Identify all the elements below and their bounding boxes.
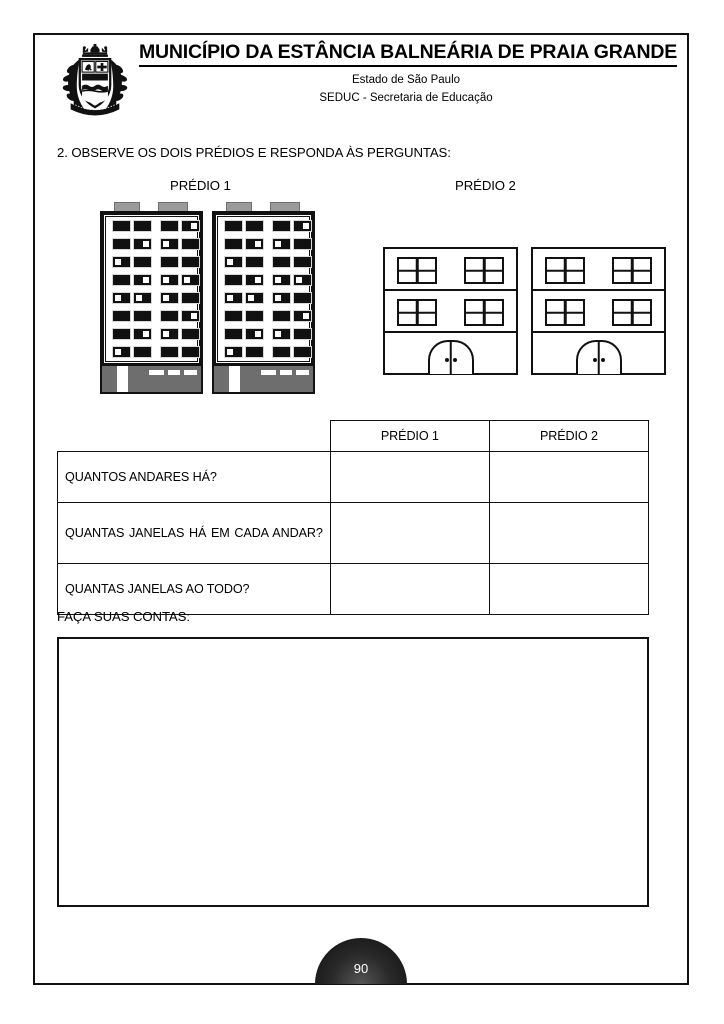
tower-floor xyxy=(111,293,192,304)
window-icon xyxy=(225,311,242,321)
window-icon xyxy=(161,275,178,285)
house-storey xyxy=(385,249,516,291)
arched-door-icon xyxy=(576,340,622,374)
tower-facade xyxy=(212,211,315,367)
window-icon xyxy=(294,347,311,357)
window-icon xyxy=(294,257,311,267)
window-icon xyxy=(225,257,242,267)
table-row xyxy=(58,503,649,564)
window-icon xyxy=(161,221,178,231)
window-icon xyxy=(246,347,263,357)
tower-inner-frame xyxy=(217,216,310,362)
window-icon xyxy=(273,347,290,357)
tower-floor xyxy=(223,257,304,268)
table-row xyxy=(58,452,649,503)
tower-base xyxy=(212,364,315,394)
window-icon xyxy=(225,239,242,249)
header-text-block xyxy=(139,41,678,108)
building2-illustration xyxy=(383,247,673,375)
house-storey xyxy=(533,249,664,291)
base-vent-icon xyxy=(184,370,197,375)
window-icon xyxy=(246,221,263,231)
tower-floor xyxy=(111,311,192,322)
house-ground-floor xyxy=(385,333,516,374)
window-icon xyxy=(225,221,242,231)
window-icon xyxy=(161,257,178,267)
tower-floor xyxy=(111,329,192,340)
tower-facade xyxy=(100,211,203,367)
window-icon xyxy=(161,329,178,339)
window-icon xyxy=(273,311,290,321)
window-icon xyxy=(134,347,151,357)
praia-grande-coat-of-arms-icon xyxy=(57,44,133,120)
building1-label: PRÉDIO 1 xyxy=(170,178,231,193)
municipality-title: MUNICÍPIO DA ESTÂNCIA BALNEÁRIA DE PRAIA GRANDE xyxy=(139,41,677,67)
window-icon xyxy=(294,293,311,303)
window-icon xyxy=(294,239,311,249)
department-line: SEDUC - Secretaria de Educação xyxy=(319,92,493,105)
window-icon xyxy=(294,221,311,231)
apartment-tower xyxy=(212,202,315,394)
window-icon xyxy=(273,221,290,231)
building1-illustration xyxy=(100,202,315,394)
answer-cell-predio1[interactable] xyxy=(330,503,489,564)
window-icon xyxy=(246,275,263,285)
house-storey xyxy=(533,291,664,333)
window-icon xyxy=(182,239,199,249)
answer-cell-predio2[interactable] xyxy=(489,452,648,503)
column-header-predio1: PRÉDIO 1 xyxy=(330,421,489,452)
window-icon xyxy=(246,239,263,249)
base-vent-icon xyxy=(149,370,164,375)
tower-floor xyxy=(223,329,304,340)
window-icon xyxy=(134,257,151,267)
window-icon xyxy=(273,239,290,249)
base-vent-icon xyxy=(168,370,180,375)
window-icon xyxy=(113,311,130,321)
window-icon xyxy=(225,347,242,357)
page-header xyxy=(35,35,687,123)
window-icon xyxy=(545,257,585,284)
apartment-tower xyxy=(100,202,203,394)
window-icon xyxy=(113,257,130,267)
window-icon xyxy=(182,347,199,357)
house xyxy=(531,247,666,375)
window-icon xyxy=(612,257,652,284)
window-icon xyxy=(464,257,504,284)
tower-floor xyxy=(223,275,304,286)
answers-table xyxy=(57,420,649,615)
base-vent-icon xyxy=(280,370,292,375)
tower-floor xyxy=(111,239,192,250)
window-icon xyxy=(225,275,242,285)
window-icon xyxy=(273,329,290,339)
tower-base xyxy=(100,364,203,394)
window-icon xyxy=(294,329,311,339)
window-icon xyxy=(225,329,242,339)
tower-floor xyxy=(223,221,304,232)
page-number-badge xyxy=(315,938,407,984)
window-icon xyxy=(113,329,130,339)
window-icon xyxy=(397,299,437,326)
table-row xyxy=(58,564,649,615)
answer-cell-predio2[interactable] xyxy=(489,503,648,564)
window-icon xyxy=(273,293,290,303)
window-icon xyxy=(182,257,199,267)
window-icon xyxy=(273,275,290,285)
window-icon xyxy=(113,347,130,357)
window-icon xyxy=(161,239,178,249)
window-icon xyxy=(246,293,263,303)
window-icon xyxy=(294,275,311,285)
tower-floor xyxy=(111,257,192,268)
tower-floor xyxy=(111,275,192,286)
window-icon xyxy=(134,311,151,321)
window-icon xyxy=(134,275,151,285)
window-icon xyxy=(246,329,263,339)
arched-door-icon xyxy=(428,340,474,374)
window-icon xyxy=(182,275,199,285)
question-cell: QUANTAS JANELAS AO TODO? xyxy=(58,564,331,615)
entrance-door-icon xyxy=(117,366,128,392)
answer-cell-predio1[interactable] xyxy=(330,452,489,503)
window-icon xyxy=(134,329,151,339)
window-icon xyxy=(246,311,263,321)
answer-cell-predio1[interactable] xyxy=(330,564,489,615)
header-subtitle xyxy=(139,72,673,108)
window-icon xyxy=(113,239,130,249)
table-corner-cell xyxy=(58,421,331,452)
tower-floor xyxy=(111,221,192,232)
base-vent-icon xyxy=(261,370,276,375)
column-header-predio2: PRÉDIO 2 xyxy=(489,421,648,452)
tower-floor xyxy=(223,293,304,304)
window-icon xyxy=(161,311,178,321)
state-line: Estado de São Paulo xyxy=(351,74,461,87)
window-icon xyxy=(182,293,199,303)
question-cell: QUANTOS ANDARES HÁ? xyxy=(58,452,331,503)
window-icon xyxy=(161,293,178,303)
question-cell: QUANTAS JANELAS HÁ EM CADA ANDAR? xyxy=(58,503,331,564)
window-icon xyxy=(134,221,151,231)
tower-floor xyxy=(223,311,304,322)
window-icon xyxy=(273,257,290,267)
window-icon xyxy=(182,311,199,321)
entrance-door-icon xyxy=(229,366,240,392)
house xyxy=(383,247,518,375)
answer-cell-predio2[interactable] xyxy=(489,564,648,615)
worksheet-page xyxy=(33,33,689,985)
window-icon xyxy=(182,221,199,231)
window-icon xyxy=(246,257,263,267)
window-icon xyxy=(134,293,151,303)
window-icon xyxy=(464,299,504,326)
work-area-label: FAÇA SUAS CONTAS: xyxy=(57,609,190,624)
page-number: 90 xyxy=(353,961,369,976)
tower-floor xyxy=(111,347,192,358)
window-icon xyxy=(113,275,130,285)
building2-label: PRÉDIO 2 xyxy=(455,178,516,193)
window-icon xyxy=(161,347,178,357)
exercise-prompt: 2. OBSERVE OS DOIS PRÉDIOS E RESPONDA ÀS PERGUNTAS: xyxy=(57,145,451,160)
window-icon xyxy=(113,293,130,303)
window-icon xyxy=(612,299,652,326)
tower-floor xyxy=(223,239,304,250)
tower-floor xyxy=(223,347,304,358)
tower-inner-frame xyxy=(105,216,198,362)
window-icon xyxy=(225,293,242,303)
house-ground-floor xyxy=(533,333,664,374)
window-icon xyxy=(134,239,151,249)
window-icon xyxy=(294,311,311,321)
table-header-row xyxy=(58,421,649,452)
window-icon xyxy=(113,221,130,231)
window-icon xyxy=(545,299,585,326)
base-vent-icon xyxy=(296,370,309,375)
window-icon xyxy=(397,257,437,284)
house-storey xyxy=(385,291,516,333)
window-icon xyxy=(182,329,199,339)
work-area-box[interactable] xyxy=(57,637,649,907)
